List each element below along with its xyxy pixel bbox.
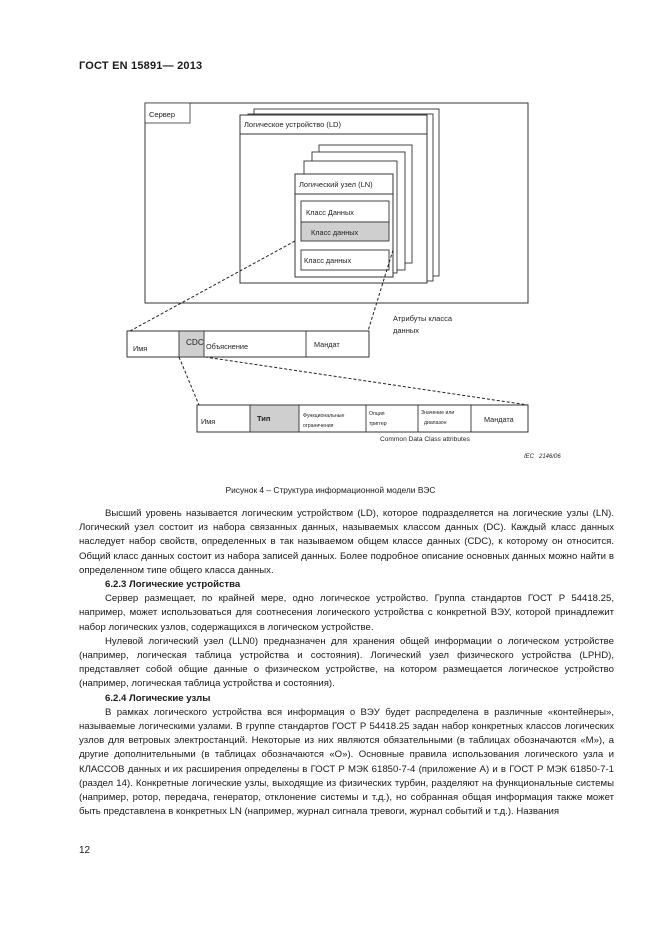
- attr-class-label-line2: данных: [393, 326, 419, 335]
- dashed-line-left-bottom: [179, 357, 199, 405]
- data-class-label-3: Класс данных: [304, 256, 352, 265]
- logical-device-label: Логическое устройство (LD): [244, 120, 341, 129]
- attr-row-2-range-line2: диапазон: [424, 420, 447, 426]
- figure-caption: Рисунок 4 – Структура информационной модели ВЭС: [225, 485, 436, 495]
- attr-class-label-line1: Атрибуты класса: [393, 314, 453, 323]
- page-number: 12: [79, 845, 91, 856]
- attr-row-1-name: Имя: [133, 344, 148, 353]
- paragraph-ld-intro: Высший уровень называется логическим устройством (LD), которое подразделяется на логические узлы (LN). Логический узел состоит из набора связанных данных, называемых классом данных (DC). Каждый класс данных наследует набор свойств, определенных в так называемом общем классе данных (CDC), к которому он относится. Общий класс данных состоит из набора записей данных. Более подробное описание основных данных можно найти в определенном типе общего класса данных.: [79, 508, 614, 576]
- attr-row-1-cdc: CDC: [186, 338, 204, 347]
- attr-row-2-trigger-line2: триггер: [369, 421, 387, 427]
- attr-row-2-range-line1: Значение или: [421, 410, 455, 416]
- server-label: Сервер: [149, 110, 176, 119]
- heading-6-2-3: 6.2.3 Логические устройства: [105, 579, 241, 591]
- data-class-label-1: Класс Данных: [306, 208, 354, 217]
- attr-row-1-mandate: Мандат: [314, 340, 340, 349]
- heading-6-2-4: 6.2.4 Логические узлы: [105, 692, 211, 704]
- dashed-line-right-bottom: [205, 357, 528, 405]
- paragraph-lln0: Нулевой логический узел (LLN0) предназначен для хранения общей информации о логическом устройстве (например, логическая таблица устройства и состояния). Логический узел физического устройства (LPHD), представляет собой общие данные о физическом устройстве, на котором размещается логическое устройство (например, логическая таблица устройства и состояния).: [79, 635, 614, 690]
- iec-reference: IEC 2146/06: [524, 454, 561, 460]
- attr-row-1-explanation: Объяснение: [206, 342, 249, 351]
- attr-row-2-trigger-line1: Опция: [369, 411, 385, 417]
- attr-row-2-fc-line2: ограничения: [303, 423, 334, 429]
- paragraph-logical-nodes: В рамках логического устройства вся информация о ВЭУ будет распределена в различные «контейнеры», называемые логическими узлами. В группе стандартов ГОСТ Р 54418.25 задан набор конкретных классов логических узлов для ветровых электростанций. Некоторые из них являются обязательными (в таблицах обозначаются «М»), а другие дополнительными (в таблицах обозначаются «О»). Основные правила использования логического узла и КЛАССОВ данных и их расширения определены в ГОСТ Р МЭК 61850-7-4 (приложение А) и в ГОСТ Р МЭК 61850-7-1 (раздел 14). Конкретные логические узлы, выходящие из физических турбин, разделяют на функциональные системы (например, ротор, передача, генератор, отклонение системы и т.д.), но собранная общая информация также может быть представлена в конкретных LN (например, журнал сигнала тревоги, журнал событий и т.д.). Названия: [79, 706, 614, 818]
- paragraph-server: Сервер размещает, по крайней мере, одно логическое устройство. Группа стандартов ГОСТ Р 54418.25, например, может использоваться для соотнесения логического устройства с конкретной ВЭУ, которой принадлежит набор логических узлов, содержащихся в логическом устройстве.: [79, 593, 614, 633]
- attr-row-2-name: Имя: [201, 417, 216, 426]
- attr-row-2: [197, 405, 528, 432]
- attr-row-2-type: Тип: [257, 414, 271, 423]
- attr-row-2-mandate: Мандата: [484, 415, 514, 424]
- data-class-label-2: Класс данных: [311, 228, 359, 237]
- cdc-attributes-label: Common Data Class attributes: [380, 436, 470, 443]
- attr-row-2-fc-line1: Функциональные: [303, 413, 345, 419]
- logical-node-label: Логический узел (LN): [299, 180, 373, 189]
- document-header: ГОСТ EN 15891— 2013: [79, 60, 203, 72]
- body-text: [79, 507, 614, 819]
